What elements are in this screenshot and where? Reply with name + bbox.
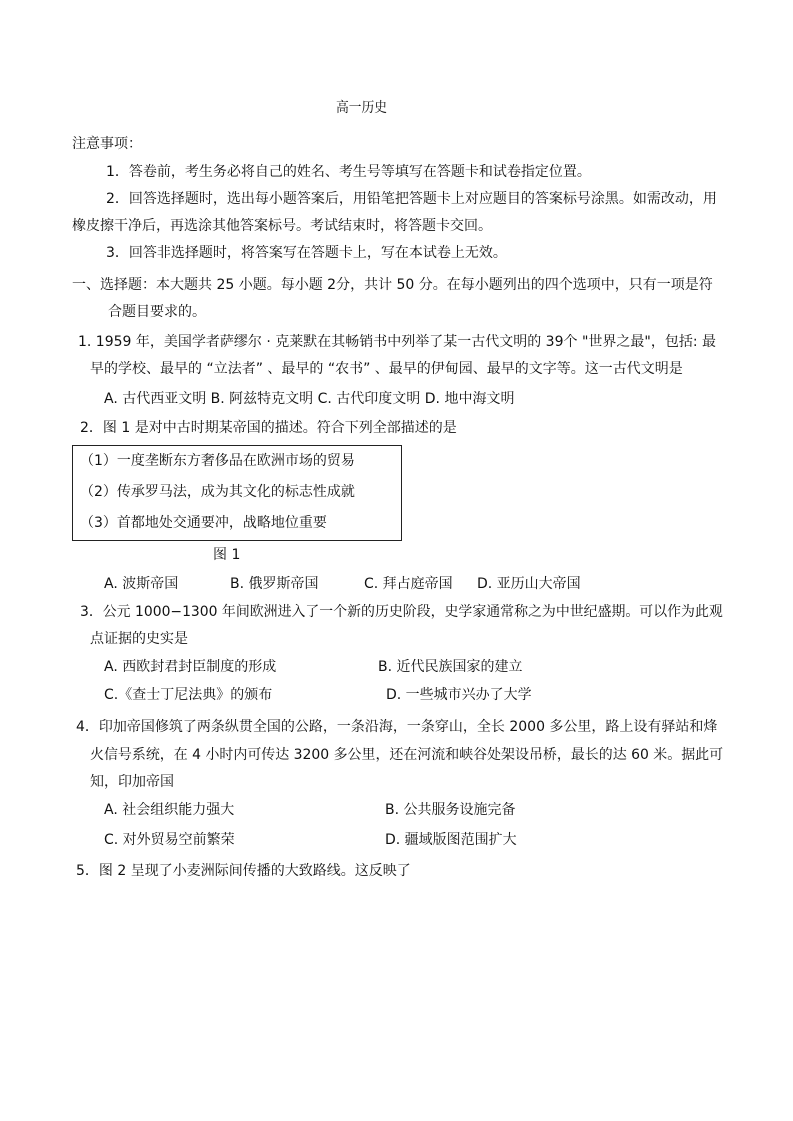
q4-option-c: C. 对外贸易空前繁荣 — [104, 832, 235, 848]
figure-1-caption: 图 1 — [213, 547, 241, 563]
q1-stem: 1. 1959 年，美国学者萨缪尔 · 克莱默在其畅销书中列举了某一古代文明的 39个 "世界之最"，包括: 最 — [78, 334, 716, 350]
q3-stem: 3．公元 1000−1300 年间欧洲进入了一个新的历史阶段，史学家通常称之为中世纪盛期。可以作为此观 — [80, 604, 723, 620]
q2-option-d: D. 亚历山大帝国 — [477, 576, 581, 592]
notice-heading: 注意事项： — [72, 136, 142, 152]
q4-option-b: B. 公共服务设施完备 — [385, 802, 516, 818]
notice-item-2-cont: 橡皮擦干净后，再选涂其他答案标号。考试结束时，将答题卡交回。 — [72, 218, 492, 234]
q2-stem: 2．图 1 是对中古时期某帝国的描述。符合下列全部描述的是 — [80, 420, 457, 436]
q2-option-a: A. 波斯帝国 — [104, 576, 179, 592]
q5-stem: 5．图 2 呈现了小麦洲际间传播的大致路线。这反映了 — [76, 863, 411, 879]
q3-option-a: A. 西欧封君封臣制度的形成 — [104, 659, 277, 675]
q4-stem-cont-1: 火信号系统，在 4 小时内可传达 3200 多公里，还在河流和峡谷处架设吊桥，最长的达 60 米。据此可 — [90, 747, 724, 763]
q2-option-c: C. 拜占庭帝国 — [364, 576, 453, 592]
q1-options: A. 古代西亚文明 B. 阿兹特克文明 C. 古代印度文明 D. 地中海文明 — [104, 391, 515, 407]
q3-option-c: C.《查士丁尼法典》的颁布 — [104, 687, 273, 703]
q3-option-b: B. 近代民族国家的建立 — [378, 659, 523, 675]
q1-stem-cont: 早的学校、最早的 “立法者” 、最早的 “农书” 、最早的伊甸园、最早的文字等。这一古代文明是 — [90, 361, 683, 377]
q4-stem-cont-2: 知，印加帝国 — [90, 774, 174, 790]
notice-item-2: 2．回答选择题时，选出每小题答案后，用铅笔把答题卡上对应题目的答案标号涂黑。如需改动，用 — [106, 191, 717, 207]
figure-1-item-1: （1）一度垄断东方奢侈品在欧洲市场的贸易 — [80, 453, 355, 469]
q4-stem: 4．印加帝国修筑了两条纵贯全国的公路，一条沿海，一条穿山，全长 2000 多公里，路上设有驿站和烽 — [76, 719, 718, 735]
q4-option-a: A. 社会组织能力强大 — [104, 802, 235, 818]
q3-option-d: D. 一些城市兴办了大学 — [386, 687, 532, 703]
q3-stem-cont: 点证据的史实是 — [90, 631, 188, 647]
page-title: 高一历史 — [335, 100, 388, 116]
figure-1-item-3: （3）首都地处交通要冲，战略地位重要 — [80, 515, 327, 531]
q2-option-b: B. 俄罗斯帝国 — [230, 576, 319, 592]
figure-1-item-2: （2）传承罗马法，成为其文化的标志性成就 — [80, 484, 355, 500]
section-heading-cont: 合题目要求的。 — [108, 304, 206, 320]
q4-option-d: D. 疆域版图范围扩大 — [385, 832, 517, 848]
section-heading: 一、选择题：本大题共 25 小题。每小题 2分，共计 50 分。在每小题列出的四个选项中，只有一项是符 — [72, 277, 713, 293]
notice-item-1: 1．答卷前，考生务必将自己的姓名、考生号等填写在答题卡和试卷指定位置。 — [106, 164, 591, 180]
notice-item-3: 3．回答非选择题时，将答案写在答题卡上，写在本试卷上无效。 — [106, 245, 507, 261]
